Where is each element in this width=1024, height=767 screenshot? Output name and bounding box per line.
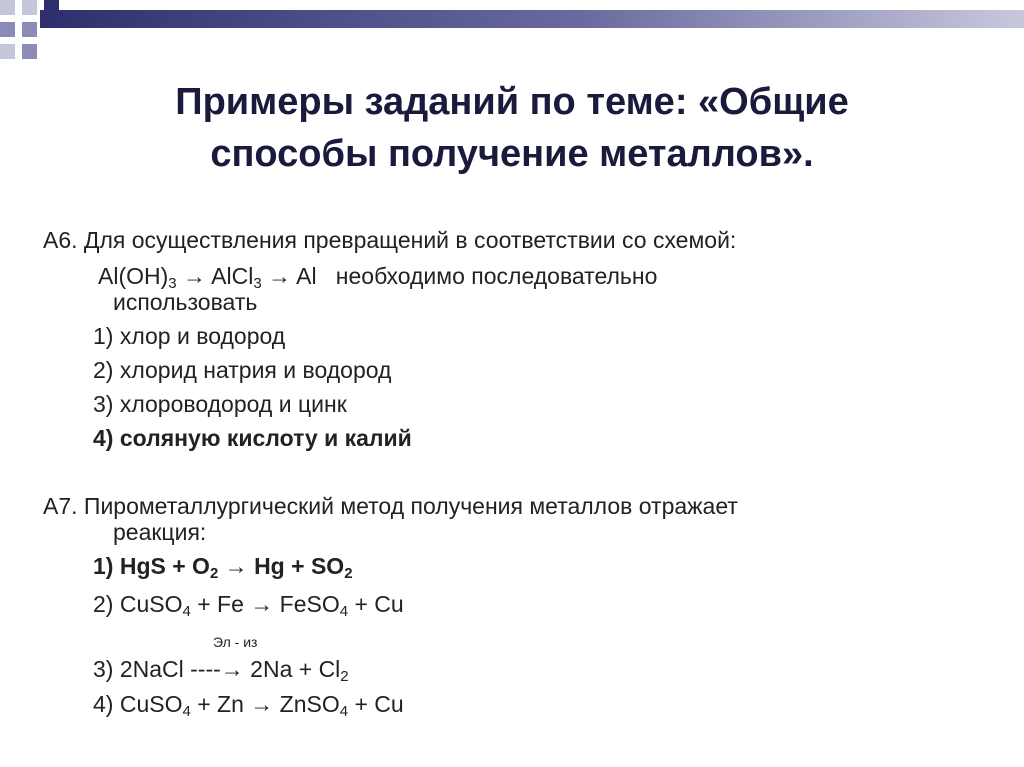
a6-scheme-line [98,262,657,290]
subscript: 2 [209,565,219,582]
formula-part: 3) 2NaCl ----→ 2Na + Cl [93,656,341,682]
formula-part: 4) CuSO [93,691,183,717]
a7-question-line-1: А7. Пирометаллургический метод получения металлов отражает [43,493,738,519]
a7-question-line-2: реакция: [113,519,207,545]
a7-option-1-correct [93,552,353,580]
formula-part: → Hg + SO [218,553,345,579]
formula-part: 1) HgS + O [93,553,210,579]
scheme-part: Al(OH) [98,263,169,289]
a6-question-line-3: использовать [113,289,258,315]
formula-part: + Fe → FeSO [190,591,340,617]
a6-option-1: 1) хлор и водород [93,323,286,349]
a7-option-3 [93,655,349,683]
formula-part: + Cu [348,691,404,717]
title-line-1: Примеры заданий по теме: «Общие [175,81,849,123]
scheme-part: → Al необходимо последовательно [261,263,658,289]
subscript: 4 [182,603,191,620]
formula-part: + Cu [348,591,404,617]
a6-option-2: 2) хлорид натрия и водород [93,357,392,383]
subscript: 2 [340,668,349,685]
subscript: 4 [339,703,349,720]
subscript: 2 [344,565,353,582]
a7-option-4 [93,690,404,718]
subscript: 4 [339,603,349,620]
a7-option-2 [93,590,404,618]
formula-part: + Zn → ZnSO [190,691,340,717]
subscript: 3 [253,275,262,292]
title-line-2: способы получение металлов». [210,133,814,175]
a6-question-line-1: А6. Для осуществления превращений в соответствии со схемой: [43,227,737,253]
a6-option-3: 3) хлороводород и цинк [93,391,347,417]
formula-part: 2) CuSO [93,591,183,617]
electrolysis-note: Эл - из [213,634,258,650]
a6-option-4-correct: 4) соляную кислоту и калий [93,425,412,451]
subscript: 3 [168,275,177,292]
subscript: 4 [182,703,191,720]
scheme-part: → AlCl [176,263,254,289]
